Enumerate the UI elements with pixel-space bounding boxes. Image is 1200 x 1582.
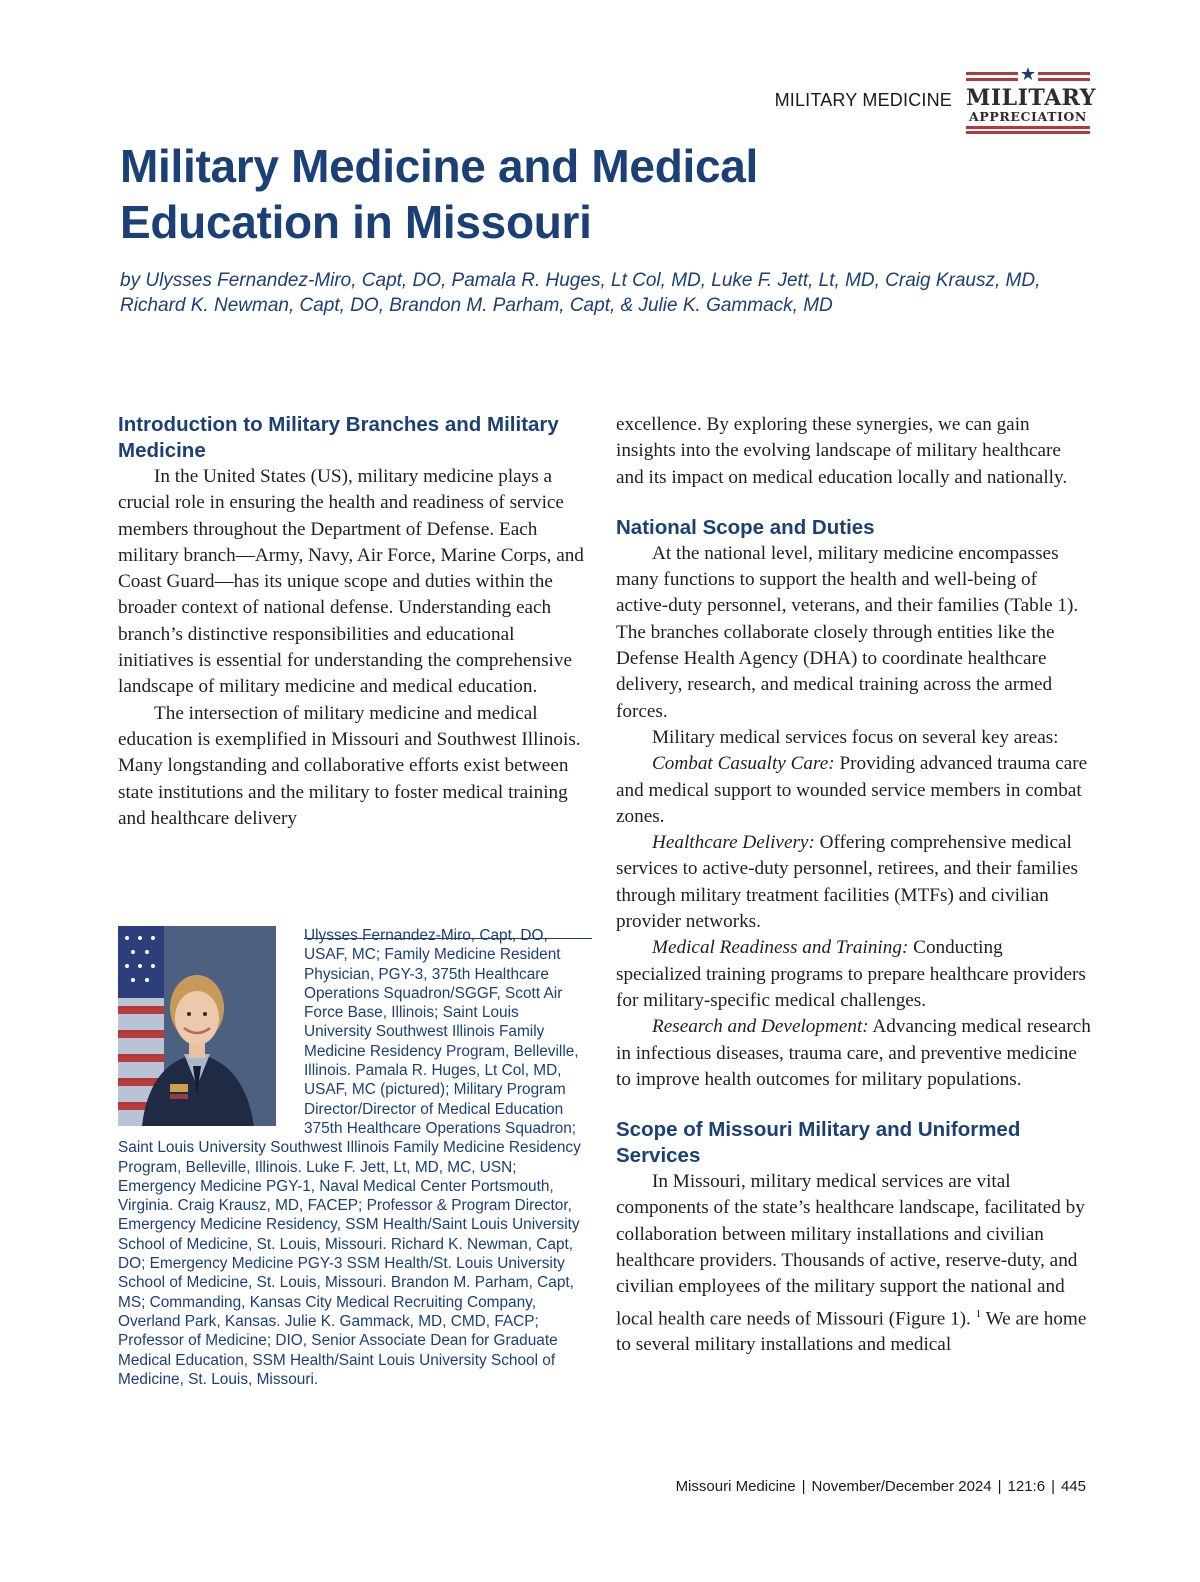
paragraph-text: We are home to several military installations and medical — [616, 1308, 1087, 1356]
page-header — [0, 0, 1200, 140]
logo-word-military: MILITARY — [966, 85, 1096, 111]
star-icon: ★ — [1019, 64, 1037, 85]
key-area-title: Combat Casualty Care: — [652, 753, 835, 775]
logo-stripe — [966, 126, 1090, 129]
key-area-item — [616, 1014, 1092, 1093]
paragraph — [616, 1169, 1092, 1358]
volume-issue: 121:6 — [1007, 1478, 1046, 1495]
footer-separator: | — [997, 1478, 1002, 1495]
page-footer — [676, 1478, 1086, 1495]
paragraph: Military medical services focus on several key areas: — [652, 726, 1059, 748]
logo-stripe — [966, 78, 1018, 81]
key-area-title: Healthcare Delivery: — [652, 832, 815, 854]
left-column — [118, 412, 594, 832]
logo-stripe — [966, 131, 1090, 134]
journal-name: Missouri Medicine — [675, 1478, 796, 1495]
issue-date: November/December 2024 — [811, 1478, 992, 1495]
key-area-title: Research and Development: — [652, 1016, 869, 1038]
article-title: Military Medicine and Medical Education in Missouri — [120, 140, 759, 248]
right-column — [616, 412, 1092, 1359]
footer-separator: | — [801, 1478, 806, 1495]
paragraph: In the United States (US), military medicine plays a crucial role in ensuring the health and readiness of service members throughout the Department of Defense. Each military branch—Army, Navy, Air Force, Marine Corps, and Coast Guard—has its unique scope and duties within the broader context of national defense. Understanding each branch’s distinctive responsibilities and educational initiatives is essential for understanding the comprehensive landscape of military medicine and medical education. — [118, 466, 584, 698]
key-area-text: Conducting specialized training programs to prepare healthcare providers for military-specific medical challenges. — [616, 937, 1086, 1011]
key-area-item — [616, 830, 1092, 935]
article-byline: by Ulysses Fernandez-Miro, Capt, DO, Pamala R. Huges, Lt Col, MD, Luke F. Jett, Lt, MD, Craig Krausz, MD, Richard K. Newman, Capt, DO, Brandon M. Parham, Capt, & Julie K. Gammack, MD — [120, 270, 1041, 316]
key-area-title: Medical Readiness and Training: — [652, 937, 909, 959]
logo-stripe — [1038, 78, 1090, 81]
section-heading-introduction: Introduction to Military Branches and Military Medicine — [118, 413, 559, 462]
author-bio-text: Ulysses Fernandez-Miro, Capt, DO, USAF, MC; Family Medicine Resident Physician, PGY-3, 375th Healthcare Operations Squadron/SGGF, Scott Air Force Base, Illinois; Saint Louis University Southwest Illinois Family Medicine Residency Program, Belleville, Illinois. Pamala R. Huges, Lt Col, MD, USAF, MC (pictured); Military Program Director/Director of Medical Education 375th Healthcare Operations Squadron; Saint Louis University Southwest Illinois Family Medicine Residency Program, Belleville, Illinois. Luke F. Jett, Lt, MD, MC, USN; Emergency Medicine PGY-1, Naval Medical Center Portsmouth, Virginia. Craig Krausz, MD, FACEP; Professor & Program Director, Emergency Medicine Residency, SSM Health/Saint Louis University School of Medicine, St. Louis, Missouri. Richard K. Newman, Capt, DO; Emergency Medicine PGY-3 SSM Health/St. Louis University School of Medicine, St. Louis, Missouri. Brandon M. Parham, Capt, MS; Commanding, Kansas City Medical Recruiting Company, Overland Park, Kansas. Julie K. Gammack, MD, CMD, FACP; Professor of Medicine; DIO, Senior Associate Dean for Graduate Medical Education, SSM Health/Saint Louis University School of Medicine, St. Louis, Missouri. — [118, 927, 581, 1388]
logo-word-appreciation: APPRECIATION — [969, 109, 1087, 124]
footer-separator: | — [1051, 1478, 1055, 1495]
paragraph: excellence. By exploring these synergies, we can gain insights into the evolving landscape of military healthcare and its impact on medical education locally and nationally. — [616, 414, 1068, 488]
logo-stripe — [966, 72, 1018, 75]
section-heading-national-scope: National Scope and Duties — [616, 515, 875, 539]
paragraph: At the national level, military medicine encompasses many functions to support the health and well-being of active-duty personnel, veterans, and their families (Table 1). The branches collaborate closely through entities like the Defense Health Agency (DHA) to coordinate healthcare delivery, research, and medical training across the armed forces. — [616, 542, 1079, 722]
key-area-text: Offering comprehensive medical services to active-duty personnel, retirees, and their families through military treatment facilities (MTFs) and civilian provider networks. — [616, 832, 1078, 933]
section-label: MILITARY MEDICINE — [774, 90, 952, 110]
author-bio-box — [118, 926, 590, 1446]
paragraph-text: In Missouri, military medical services are vital components of the state’s healthcare landscape, facilitated by collaboration between military installations and civilian healthcare providers. Thousands of active, reserve-duty, and civilian employees of the military support the national and local health care needs of Missouri (Figure 1). — [616, 1171, 1085, 1329]
key-area-text: Providing advanced trauma care and medical support to wounded service members in combat zones. — [616, 753, 1088, 827]
reference-marker: 1 — [975, 1307, 982, 1320]
page-number: 445 — [1060, 1478, 1086, 1495]
key-area-item — [616, 935, 1092, 1014]
logo-stripe — [1038, 72, 1090, 75]
section-heading-missouri-scope: Scope of Missouri Military and Uniformed Services — [616, 1118, 1021, 1168]
paragraph: The intersection of military medicine and medical education is exemplified in Missouri and Southwest Illinois. Many longstanding and collaborative efforts exist between state institutions and the military to foster medical training and healthcare delivery — [118, 702, 581, 829]
key-area-item — [616, 751, 1092, 830]
key-area-text: Advancing medical research in infectious diseases, trauma care, and preventive medicine to improve health outcomes for military populations. — [616, 1016, 1091, 1090]
military-appreciation-logo — [966, 64, 1096, 136]
